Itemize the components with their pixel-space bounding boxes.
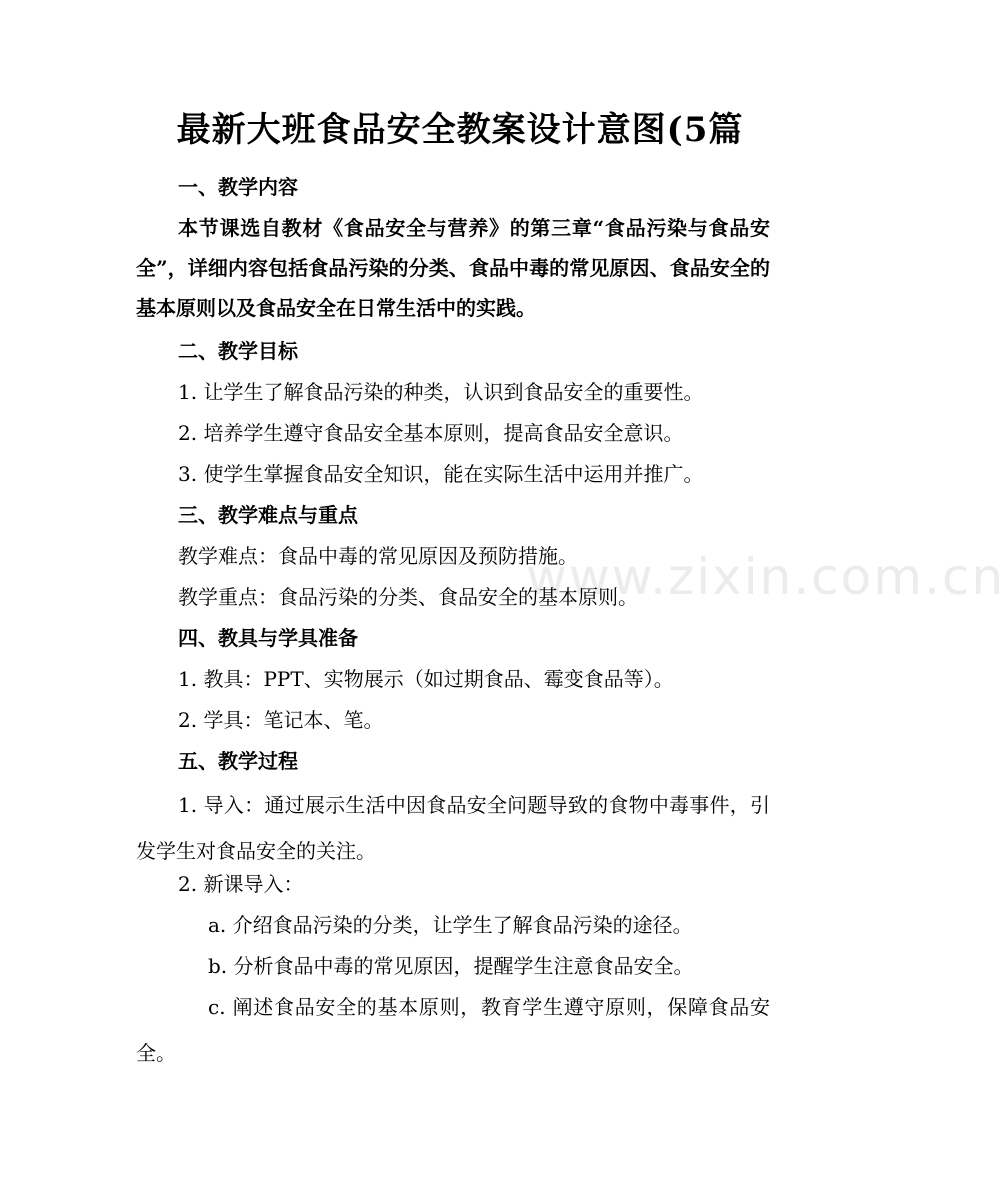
difficulty-item: 教学难点：食品中毒的常见原因及预防措施。 [178,544,578,568]
section-paragraph-content: 本节课选自教材《食品安全与营养》的第三章“食品污染与食品安全”，详细内容包括食品污染的分类、食品中毒的常见原因、食品安全的基本原则以及食品安全在日常生活中的实践。 [136,216,770,320]
section-heading-difficulties: 三、教学难点与重点 [178,503,358,527]
key-point-item: 教学重点：食品污染的分类、食品安全的基本原则。 [178,585,638,609]
section-heading-objectives: 二、教学目标 [178,339,298,363]
section-heading-process: 五、教学过程 [178,749,298,773]
page-title: 最新大班食品安全教案设计意图(5篇 [176,110,744,150]
process-subitem-c: c. 阐述食品安全的基本原则，教育学生遵守原则，保障食品安全。 [136,995,770,1065]
process-item-2: 2. 新课导入： [178,872,304,896]
objective-item-3: 3. 使学生掌握食品安全知识，能在实际生活中运用并推广。 [178,462,704,486]
section-heading-materials: 四、教具与学具准备 [178,626,358,650]
process-subitem-a: a. 介绍食品污染的分类，让学生了解食品污染的途径。 [208,913,693,937]
process-subitem-b: b. 分析食品中毒的常见原因，提醒学生注意食品安全。 [208,954,694,978]
watermark: www.zixin.com.cn [526,548,1005,606]
process-item-1: 1. 导入：通过展示生活中因食品安全问题导致的食物中毒事件，引发学生对食品安全的关注。 [136,793,770,863]
objective-item-2: 2. 培养学生遵守食品安全基本原则，提高食品安全意识。 [178,421,684,445]
material-item-2: 2. 学具：笔记本、笔。 [178,708,384,732]
section-heading-content: 一、教学内容 [178,175,298,199]
objective-item-1: 1. 让学生了解食品污染的种类，认识到食品安全的重要性。 [178,380,704,404]
material-item-1: 1. 教具：PPT、实物展示（如过期食品、霉变食品等）。 [178,667,674,691]
